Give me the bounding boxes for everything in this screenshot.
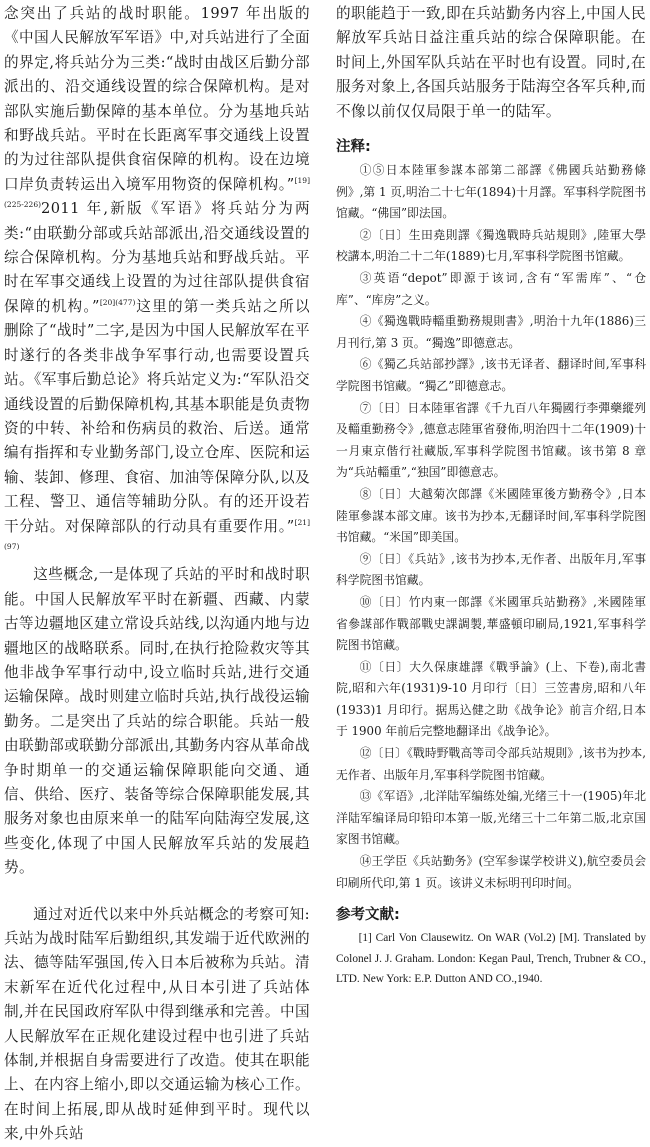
- citation: [19](225-226): [4, 175, 310, 210]
- paragraph-text: 2011 年,新版《军语》将兵站分为两类:“由联勤分部或兵站部派出,沿交通线设置的综合保障机构。分为基地兵站和野战兵站。平时在军事交通线上设置的为过往部队提供食宿保障的机构。”: [4, 200, 310, 315]
- body-paragraph-3: 通过对近代以来中外兵站概念的考察可知:兵站为战时陆军后勤组织,其发端于近代欧洲的法、德等陆军强国,传入日本后被称为兵站。清末新军在近代化过程中,从日本引进了兵站体制,并在民国政府军队中得到继承和完善。中国人民解放军在正规化建设过程中也引进了兵站体制,并根据自身需要进行了改造。使其在职能上、在内容上缩小,即以交通运输为核心工作。在时间上拓展,即从战时延伸到平时。现代以来,中外兵站: [4, 905, 310, 1143]
- paragraph-text: 念突出了兵站的战时职能。1997 年出版的《中国人民解放军军语》中,对兵站进行了全面的界定,将兵站分为三类:“战时由战区后勤分部派出的、沿交通线设置的综合保障机构。是对部队实施后勤保障的基本单位。分为基地兵站和野战兵站。平时在长距离军事交通线上设置的为过往部队提供食宿保障的机构。设在边境口岸负责转运出入境军用物资的保障机构。”: [4, 5, 310, 193]
- note-item: ⑬《军语》,北洋陆军编练处编,光绪三十一(1905)年北洋陆军编译局印铅印本第一版,光绪三十二年第二版,北京国家图书馆藏。: [336, 789, 646, 847]
- note-item: ④《獨逸戰時輜重勤務規則書》,明治十九年(1886)三月刊行,第 3 页。“獨逸”即德意志。: [336, 314, 646, 350]
- paragraph-text: 这里的第一类兵站之所以删除了“战时”二字,是因为中国人民解放军在平时遂行的各类非战争军事行动,也需要设置兵站。《军事后勤总论》将兵站定义为:“军队沿交通线设置的后勤保障机构,其基本职能是负责物资的中转、补给和伤病员的救治、后送。通常编有指挥和专业勤务部门,设立仓库、医院和运输、装卸、修理、食宿、加油等保障分队,以及工程、警卫、通信等辅助分队。有的还开设若干分站。对保障部队的行动具有重要作用。”: [4, 297, 310, 535]
- note-item: ⑩〔日〕竹内東一郎譯《米國軍兵站勤務》,米國陸軍省參謀部作戰部戰史課調製,華盛頓印刷局,1921,军事科学院图书馆藏。: [336, 594, 646, 653]
- note-item: ⑧〔日〕大越菊次郎譯《米國陸軍後方勤務令》,日本陸軍參謀本部文庫。该书为抄本,无翻译时间,军事科学院图书馆藏。“米国”即美国。: [336, 486, 646, 545]
- right-column: [336, 2, 646, 990]
- note-item: ①⑤日本陸軍参謀本部第二部譯《佛國兵站勤務條例》,第 1 页,明治二十七年(1894)十月譯。军事科学院图书馆藏。“佛国”即法国。: [336, 163, 646, 221]
- references-heading: 参考文献:: [336, 907, 400, 924]
- note-item: ③英语“depot”即源于该词,含有“军需库”、“仓库”、“库房”之义。: [336, 271, 646, 307]
- section-gap: [4, 881, 310, 903]
- references-list: [336, 928, 646, 990]
- body-paragraph-continued: 的职能趋于一致,即在兵站勤务内容上,中国人民解放军兵站日益注重兵站的综合保障职能。在时间上,外国军队兵站在平时也有设置。同时,在服务对象上,各国兵站服务于陆海空各军兵种,而不像以前仅仅局限于单一的陆军。: [336, 5, 646, 120]
- note-item: ⑦〔日〕日本陸軍省譯《千九百八年獨國行李彈藥縱列及輜重勤務令》,德意志陸軍省發佈,明治四十二年(1909)十一月東京偕行社藏版,军事科学院图书馆藏。该书第 8 章为“兵站輜重”,“独国”即德意志。: [336, 400, 646, 480]
- note-item: ⑫〔日〕《戰時野戰高等司令部兵站規則》,该书为抄本,无作者、出版年月,军事科学院图书馆藏。: [336, 746, 646, 782]
- body-paragraph-2: 这些概念,一是体现了兵站的平时和战时职能。中国人民解放军平时在新疆、西藏、内蒙古等边疆地区建立常设兵站线,以沟通内地与边疆地区的战略联系。同时,在执行抢险救灾等其他非战争军事行动中,设立临时兵站,进行交通运输保障。战时则建立临时兵站,执行战役运输勤务。二是突出了兵站的综合职能。兵站一般由联勤部或联勤分部派出,其勤务内容从革命战争时期单一的交通运输保障职能向交通、通信、供给、医疗、装备等综合保障职能发展,其服务对象也由原来单一的陆军向陆海空发展,这些变化,体现了中国人民解放军兵站的发展趋势。: [4, 566, 310, 877]
- citation: [20](477): [99, 297, 136, 307]
- left-column: [4, 2, 310, 1147]
- body-paragraph-1: [4, 2, 310, 563]
- notes-heading: 注释:: [336, 139, 371, 156]
- notes-list: [336, 160, 646, 894]
- note-item: ⑨〔日〕《兵站》,该书为抄本,无作者、出版年月,军事科学院图书馆藏。: [336, 551, 646, 588]
- citation: [21](97): [4, 517, 310, 551]
- note-item: ⑭王学臣《兵站勤务》(空军参谋学校讲义),航空委员会印刷所代印,第 1 页。该讲义未标明刊印时间。: [336, 854, 646, 890]
- note-item: ⑥《獨乙兵站部抄譯》,该书无译者、翻译时间,军事科学院图书馆藏。“獨乙”即德意志。: [336, 357, 646, 393]
- reference-item: [1] Carl Von Clausewitz. On WAR (Vol.2) [M]. Translated by Colonel J. J. Graham. London: Kegan Paul, Trench, Trubner & CO., LTD. New York: E.P. Dutton AND CO.,1940.: [336, 932, 646, 986]
- note-item: ⑪〔日〕大久保康雄譯《戰爭論》(上、下卷),南北書院,昭和六年(1931)9-10 月印行〔日〕三笠書房,昭和八年(1933)1 月印行。据馬込健之助《战争论》前言介绍,日本于 1900 年前后完整地翻译出《战争论》。: [336, 659, 646, 739]
- note-item: ②〔日〕生田堯則譯《獨逸戰時兵站規則》,陸軍大學校講本,明治二十二年(1889)七月,军事科学院图书馆藏。: [336, 227, 646, 264]
